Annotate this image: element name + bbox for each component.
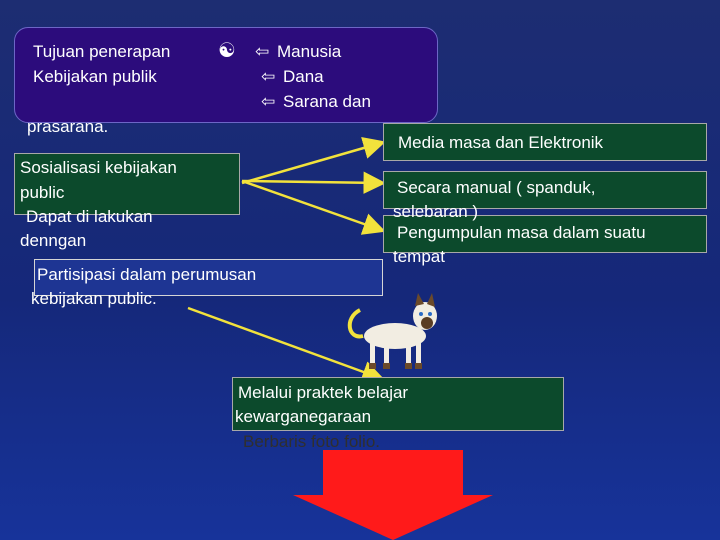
socialization-line1: Sosialisasi kebijakan bbox=[20, 158, 177, 177]
civic-line3: Berbaris foto folio. bbox=[243, 432, 381, 451]
gathering-line1: Pengumpulan masa dalam suatu bbox=[397, 223, 646, 242]
goals-overflow-text: prasarana. bbox=[27, 117, 109, 136]
left-arrow-icon: ⇦ bbox=[261, 92, 276, 112]
left-arrow-icon: ⇦ bbox=[255, 42, 270, 62]
participation-line2: kebijakan public. bbox=[31, 289, 157, 308]
civic-line2: kewarganegaraan bbox=[235, 407, 372, 426]
manual-line2: selebaran ) bbox=[393, 202, 479, 221]
socialization-line3: Dapat di lakukan bbox=[26, 207, 153, 226]
participation-line1: Partisipasi dalam perumusan bbox=[37, 265, 257, 284]
left-arrow-icon: ⇦ bbox=[261, 67, 276, 87]
media-text: Media masa dan Elektronik bbox=[398, 133, 604, 152]
gathering-line2: tempat bbox=[393, 247, 445, 266]
goal-item-facilities: Sarana dan bbox=[283, 92, 371, 111]
yin-yang-icon: ☯ bbox=[218, 38, 236, 62]
civic-line1: Melalui praktek belajar bbox=[238, 383, 409, 402]
manual-line1: Secara manual ( spanduk, bbox=[397, 178, 596, 197]
goals-title-line2: Kebijakan publik bbox=[33, 67, 157, 86]
socialization-line2: public bbox=[20, 183, 65, 202]
goal-item-funds: Dana bbox=[283, 67, 324, 86]
goal-item-humans: Manusia bbox=[277, 42, 342, 61]
socialization-line4: denngan bbox=[20, 231, 87, 250]
goals-title-line1: Tujuan penerapan bbox=[33, 42, 171, 61]
